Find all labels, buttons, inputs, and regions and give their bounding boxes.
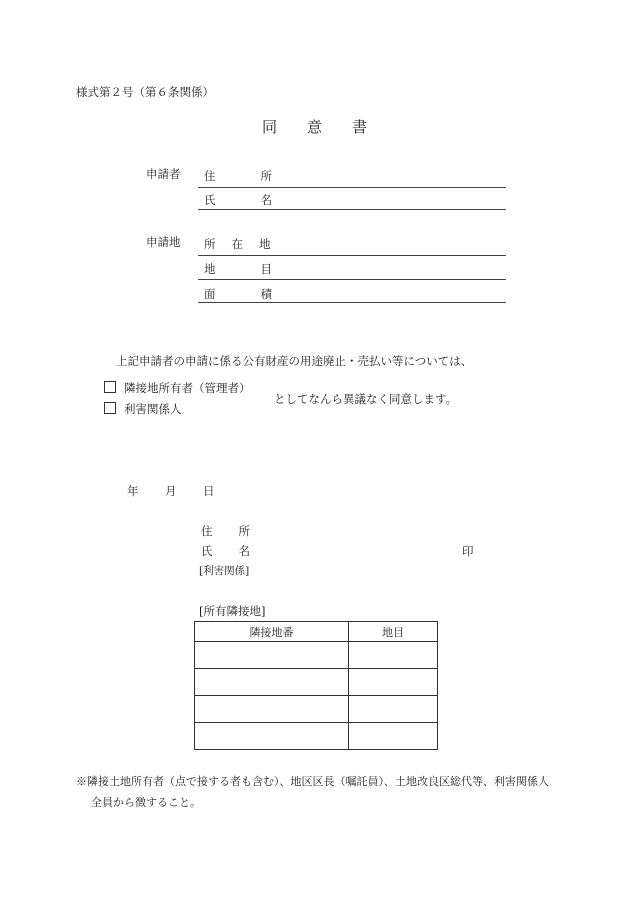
applicant-address-label: 住 所 (204, 169, 272, 183)
lot-number-cell[interactable] (195, 723, 349, 750)
table-row (195, 696, 438, 723)
table-row (195, 669, 438, 696)
title-char-3: 書 (352, 118, 368, 136)
land-category-cell[interactable] (349, 669, 438, 696)
site-category-label: 地 目 (204, 262, 272, 276)
footnote-line-1: ※隣接土地所有者（点で接する者も含む）、地区区長（嘱託員）、土地改良区総代等、利害関係人 (76, 775, 549, 788)
checkbox-interested[interactable] (104, 402, 116, 414)
land-category-cell[interactable] (349, 696, 438, 723)
option-interested-label: 利害関係人 (124, 402, 182, 416)
title-char-1: 同 (262, 118, 278, 136)
site-location-label: 所 在 地 (204, 237, 271, 251)
adjacent-heading: [所有隣接地] (199, 604, 266, 618)
title-char-2: 意 (307, 118, 323, 136)
land-category-cell[interactable] (349, 723, 438, 750)
site-category-line (198, 279, 506, 280)
lot-number-cell[interactable] (195, 669, 349, 696)
table-row (195, 723, 438, 750)
signer-address-label: 住 所 (201, 524, 250, 538)
applicant-address-line (198, 187, 506, 188)
footnote-line-2: 全員から徴すること。 (91, 796, 201, 809)
site-area-line (198, 302, 506, 303)
lot-number-cell[interactable] (195, 696, 349, 723)
seal-mark: 印 (462, 544, 474, 558)
applicant-label: 申請者 (146, 167, 181, 181)
lot-number-cell[interactable] (195, 642, 349, 669)
date-day: 日 (203, 484, 215, 498)
date-month: 月 (165, 484, 177, 498)
column-land-category: 地目 (349, 622, 438, 642)
site-location-line (198, 255, 506, 256)
option-interested[interactable] (104, 401, 182, 417)
option-neighbor[interactable] (104, 380, 251, 396)
table-header-row (195, 622, 438, 642)
consent-statement: 上記申請者の申請に係る公有財産の用途廃止・売払い等については、 (116, 354, 473, 368)
checkbox-neighbor[interactable] (104, 381, 116, 393)
table-row (195, 642, 438, 669)
page-title (262, 116, 367, 137)
applicant-name-label: 氏 名 (204, 193, 272, 207)
relation-label: [利害関係] (199, 565, 250, 577)
adjacent-table (194, 621, 438, 750)
column-lot-number: 隣接地番 (195, 622, 349, 642)
option-neighbor-label: 隣接地所有者（管理者） (124, 381, 251, 395)
site-label: 申請地 (146, 235, 181, 249)
land-category-cell[interactable] (349, 642, 438, 669)
consent-text: としてなんら異議なく同意します。 (274, 392, 458, 406)
signer-name-label: 氏 名 (201, 544, 250, 558)
site-area-label: 面 積 (204, 287, 272, 301)
applicant-name-line (198, 209, 506, 210)
form-number: 様式第２号（第６条関係） (76, 85, 214, 99)
date-year: 年 (127, 484, 139, 498)
